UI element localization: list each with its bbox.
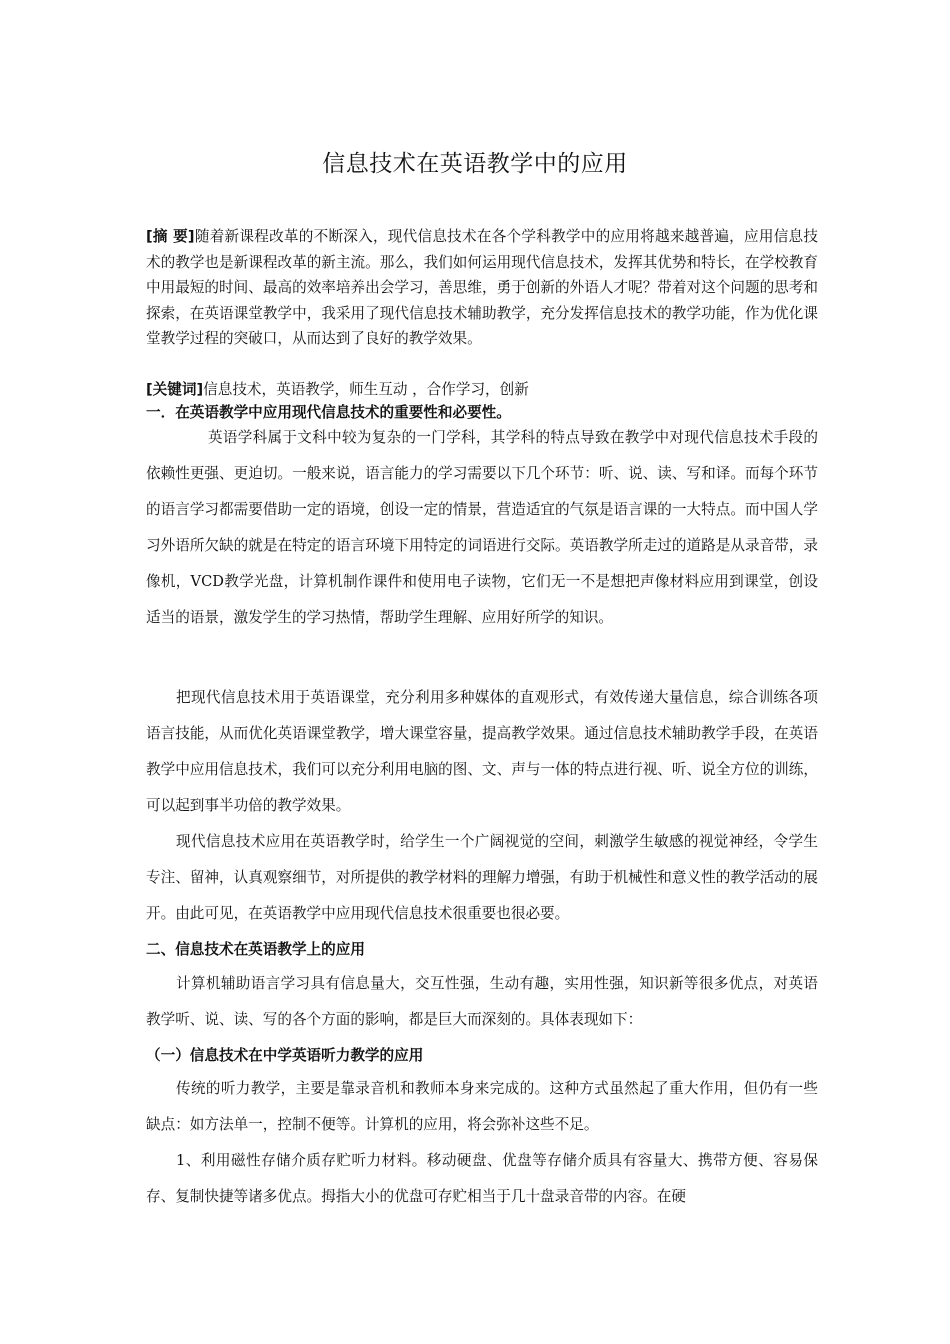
keywords-tag: [关键词]	[146, 381, 204, 398]
subsection-1-paragraph-2: 1、利用磁性存储介质存贮听力材料。移动硬盘、优盘等存储介质具有容量大、携带方便、容易保存、复制快捷等诸多优点。拇指大小的优盘可存贮相当于几十盘录音带的内容。在硬	[146, 1152, 818, 1205]
abstract-tag: [摘 要]	[146, 228, 195, 245]
section-1-paragraph-2: 把现代信息技术用于英语课堂，充分利用多种媒体的直观形式，有效传递大量信息，综合训练各项语言技能，从而优化英语课堂教学，增大课堂容量，提高教学效果。通过信息技术辅助教学手段，在英语教学中应用信息技术，我们可以充分利用电脑的图、文、声与一体的特点进行视、听、说全方位的训练，可以起到事半功倍的教学效果。	[146, 689, 818, 814]
section-1-paragraph-3: 现代信息技术应用在英语教学时，给学生一个广阔视觉的空间，刺激学生敏感的视觉神经，令学生专注、留神，认真观察细节，对所提供的教学材料的理解力增强，有助于机械性和意义性的教学活动的展开。由此可见，在英语教学中应用现代信息技术很重要也很必要。	[146, 833, 818, 922]
abstract	[146, 224, 818, 352]
subsection-1-paragraph-1: 传统的听力教学，主要是靠录音机和教师本身来完成的。这种方式虽然起了重大作用，但仍有一些缺点：如方法单一，控制不便等。计算机的应用，将会弥补这些不足。	[146, 1080, 818, 1133]
abstract-text: 随着新课程改革的不断深入，现代信息技术在各个学科教学中的应用将越来越普遍，应用信息技术的教学也是新课程改革的新主流。那么，我们如何运用现代信息技术，发挥其优势和特长，在学校教育中用最短的时间、最高的效率培养出会学习，善思维，勇于创新的外语人才呢？带着对这个问题的思考和探索，在英语课堂教学中，我采用了现代信息技术辅助教学，充分发挥信息技术的教学功能，作为优化课堂教学过程的突破口，从而达到了良好的教学效果。	[146, 228, 818, 347]
subsection-1-heading: （一）信息技术在中学英语听力教学的应用	[146, 1047, 424, 1064]
section-2-paragraph-1: 计算机辅助语言学习具有信息量大，交互性强，生动有趣，实用性强，知识新等很多优点，对英语教学听、说、读、写的各个方面的影响，都是巨大而深刻的。具体表现如下：	[146, 975, 818, 1028]
keywords	[146, 379, 818, 401]
section-1-heading: 一．在英语教学中应用现代信息技术的重要性和必要性。	[146, 404, 511, 421]
document-title: 信息技术在英语教学中的应用	[322, 151, 628, 177]
section-1-paragraph-1: 英语学科属于文科中较为复杂的一门学科，其学科的特点导致在教学中对现代信息技术手段的依赖性更强、更迫切。一般来说，语言能力的学习需要以下几个环节：听、说、读、写和译。而每个环节的语言学习都需要借助一定的语境，创设一定的情景，营造适宜的气氛是语言课的一大特点。而中国人学习外语所欠缺的就是在特定的语言环境下用特定的词语进行交际。英语教学所走过的道路是从录音带，录像机，VCD教学光盘，计算机制作课件和使用电子读物，它们无一不是想把声像材料应用到课堂，创设适当的语景，激发学生的学习热情，帮助学生理解、应用好所学的知识。	[146, 429, 818, 626]
keywords-text: 信息技术，英语教学，师生互动 ，合作学习，创新	[203, 381, 529, 398]
section-2-heading: 二、信息技术在英语教学上的应用	[146, 941, 365, 958]
